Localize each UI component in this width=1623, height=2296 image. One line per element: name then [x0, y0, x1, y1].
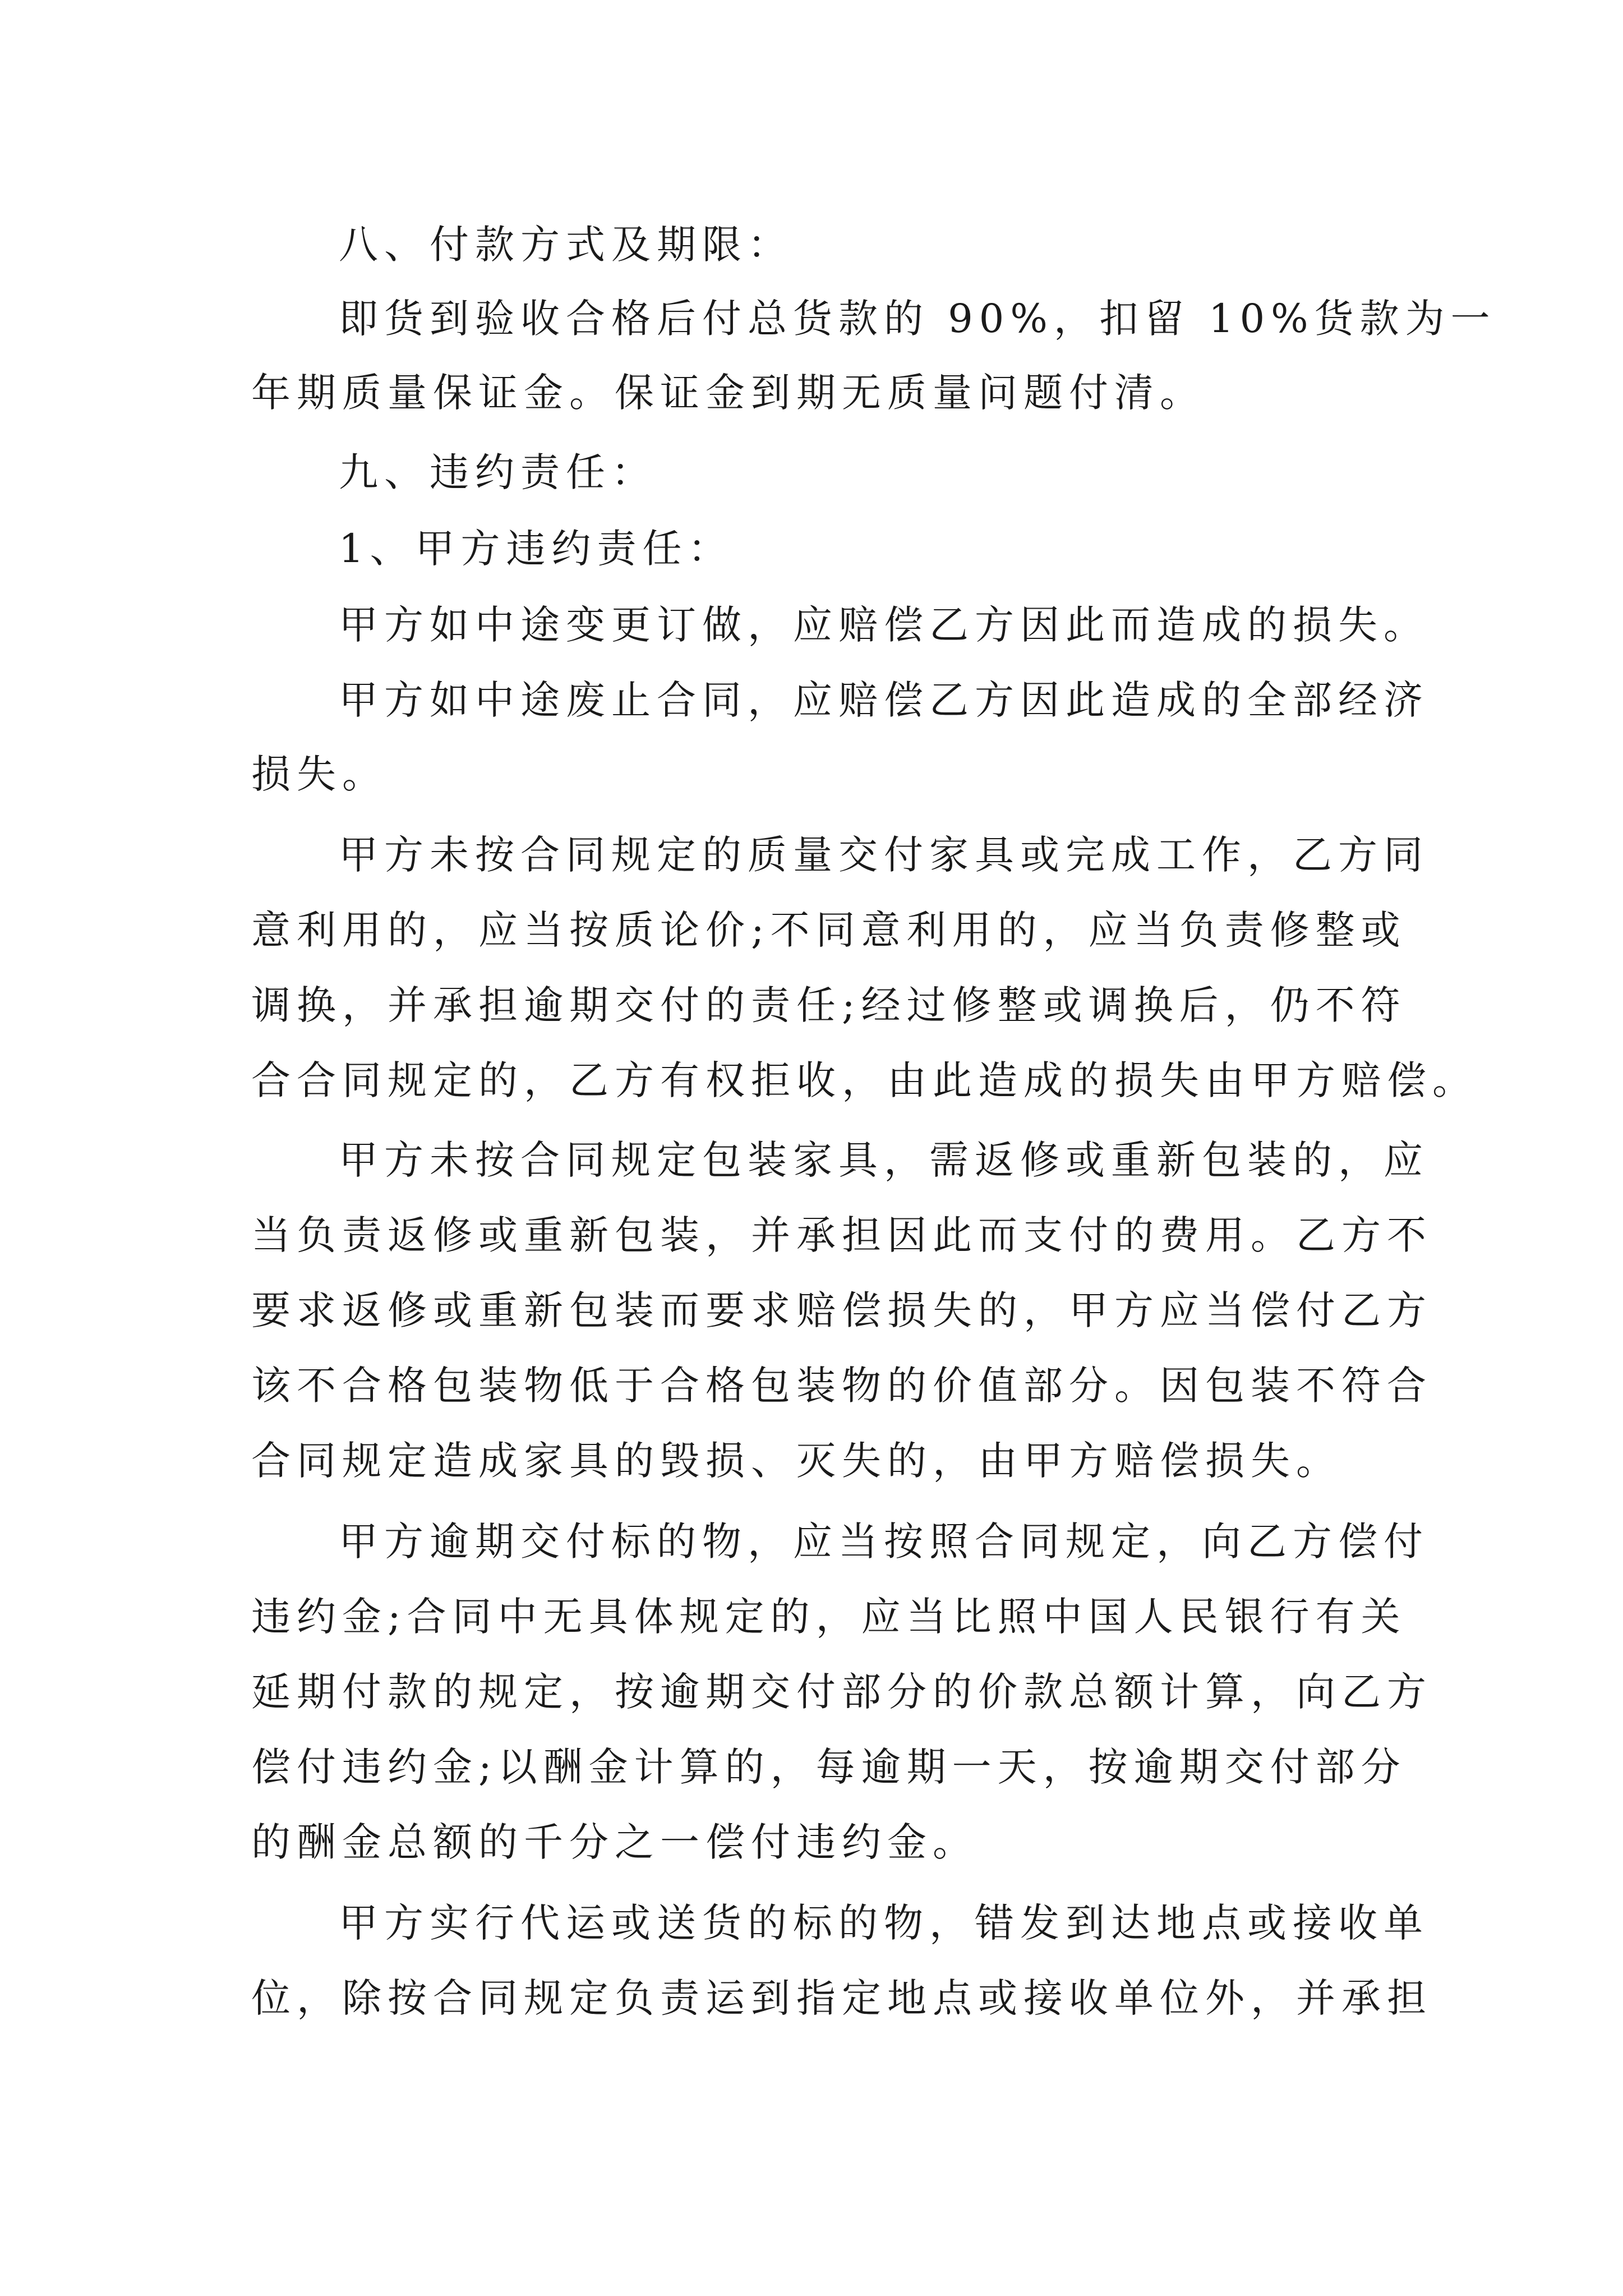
paragraph-line: 违约金;合同中无具体规定的，应当比照中国人民银行有关 [251, 1594, 1407, 1640]
paragraph-line: 年期质量保证金。保证金到期无质量问题付清。 [251, 370, 1205, 416]
paragraph-line: 意利用的，应当按质论价;不同意利用的，应当负责修整或 [251, 907, 1407, 953]
paragraph-line: 即货到验收合格后付总货款的 90%，扣留 10%货款为一 [339, 296, 1496, 342]
section-8-heading: 八、付款方式及期限： [339, 222, 793, 268]
paragraph-line: 甲方逾期交付标的物，应当按照合同规定，向乙方偿付 [339, 1519, 1429, 1565]
paragraph-line: 延期付款的规定，按逾期交付部分的价款总额计算，向乙方 [251, 1669, 1432, 1715]
paragraph-line: 要求返修或重新包装而要求赔偿损失的，甲方应当偿付乙方 [251, 1287, 1432, 1333]
paragraph-line: 当负责返修或重新包装，并承担因此而支付的费用。乙方不 [251, 1212, 1432, 1258]
paragraph-line: 甲方如中途变更订做，应赔偿乙方因此而造成的损失。 [339, 602, 1429, 648]
paragraph-line: 的酬金总额的千分之一偿付违约金。 [251, 1819, 978, 1865]
paragraph-line: 甲方未按合同规定包装家具，需返修或重新包装的，应 [339, 1137, 1429, 1183]
paragraph-line: 偿付违约金;以酬金计算的，每逾期一天，按逾期交付部分 [251, 1744, 1407, 1790]
paragraph-line: 甲方未按合同规定的质量交付家具或完成工作，乙方同 [339, 832, 1429, 878]
paragraph-line: 该不合格包装物低于合格包装物的价值部分。因包装不符合 [251, 1363, 1432, 1409]
subsection-heading: 1、甲方违约责任： [339, 526, 734, 572]
paragraph-line: 合同规定造成家具的毁损、灭失的，由甲方赔偿损失。 [251, 1438, 1341, 1484]
paragraph-line: 损失。 [251, 751, 388, 797]
paragraph-line: 位，除按合同规定负责运到指定地点或接收单位外，并承担 [251, 1975, 1432, 2021]
paragraph-line: 合合同规定的，乙方有权拒收，由此造成的损失由甲方赔偿。 [251, 1057, 1478, 1103]
paragraph-line: 调换，并承担逾期交付的责任;经过修整或调换后，仍不符 [251, 982, 1407, 1028]
section-9-heading: 九、违约责任： [339, 449, 657, 495]
paragraph-line: 甲方实行代运或送货的标的物，错发到达地点或接收单 [339, 1900, 1429, 1946]
paragraph-line: 甲方如中途废止合同，应赔偿乙方因此造成的全部经济 [339, 677, 1429, 723]
